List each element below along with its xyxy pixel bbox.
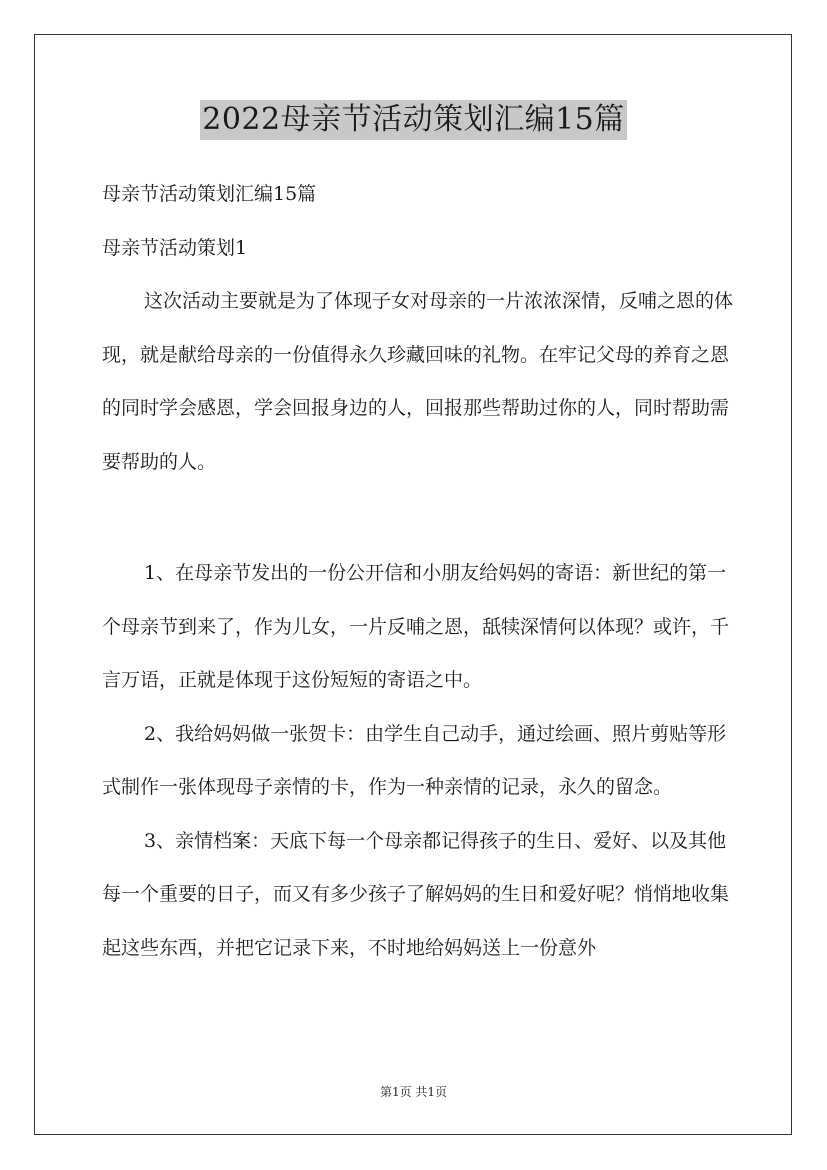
paragraph-item-2: 2、我给妈妈做一张贺卡：由学生自己动手，通过绘画、照片剪贴等形式制作一张体现母子亲情的卡，作为一种亲情的记录，永久的留念。: [102, 722, 727, 798]
document-title: 2022母亲节活动策划汇编15篇: [200, 100, 627, 140]
document-body: [102, 168, 742, 975]
paragraph-item-3: 3、亲情档案：天底下每一个母亲都记得孩子的生日、爱好、以及其他每一个重要的日子，而又有多少孩子了解妈妈的生日和爱好呢？悄悄地收集起这些东西，并把它记录下来，不时地给妈妈送上一份意外: [102, 829, 730, 959]
page-footer: 第1页 共1页: [379, 1085, 448, 1099]
document-subtitle: 母亲节活动策划汇编15篇: [102, 183, 317, 205]
paragraph-intro: 这次活动主要就是为了体现子女对母亲的一片浓浓深情，反哺之恩的体现，就是献给母亲的一份值得永久珍藏回味的礼物。在牢记父母的养育之恩的同时学会感恩，学会回报身边的人，回报那些帮助过你的人，同时帮助需要帮助的人。: [102, 290, 734, 473]
paragraph-item-1: 1、在母亲节发出的一份公开信和小朋友给妈妈的寄语：新世纪的第一个母亲节到来了，作为儿女，一片反哺之恩，舐犊深情何以体现？或许，千言万语，正就是体现于这份短短的寄语之中。: [102, 562, 730, 691]
paragraph-gap: [102, 489, 742, 547]
title-container: [0, 100, 827, 140]
section-heading: 母亲节活动策划1: [102, 236, 248, 259]
